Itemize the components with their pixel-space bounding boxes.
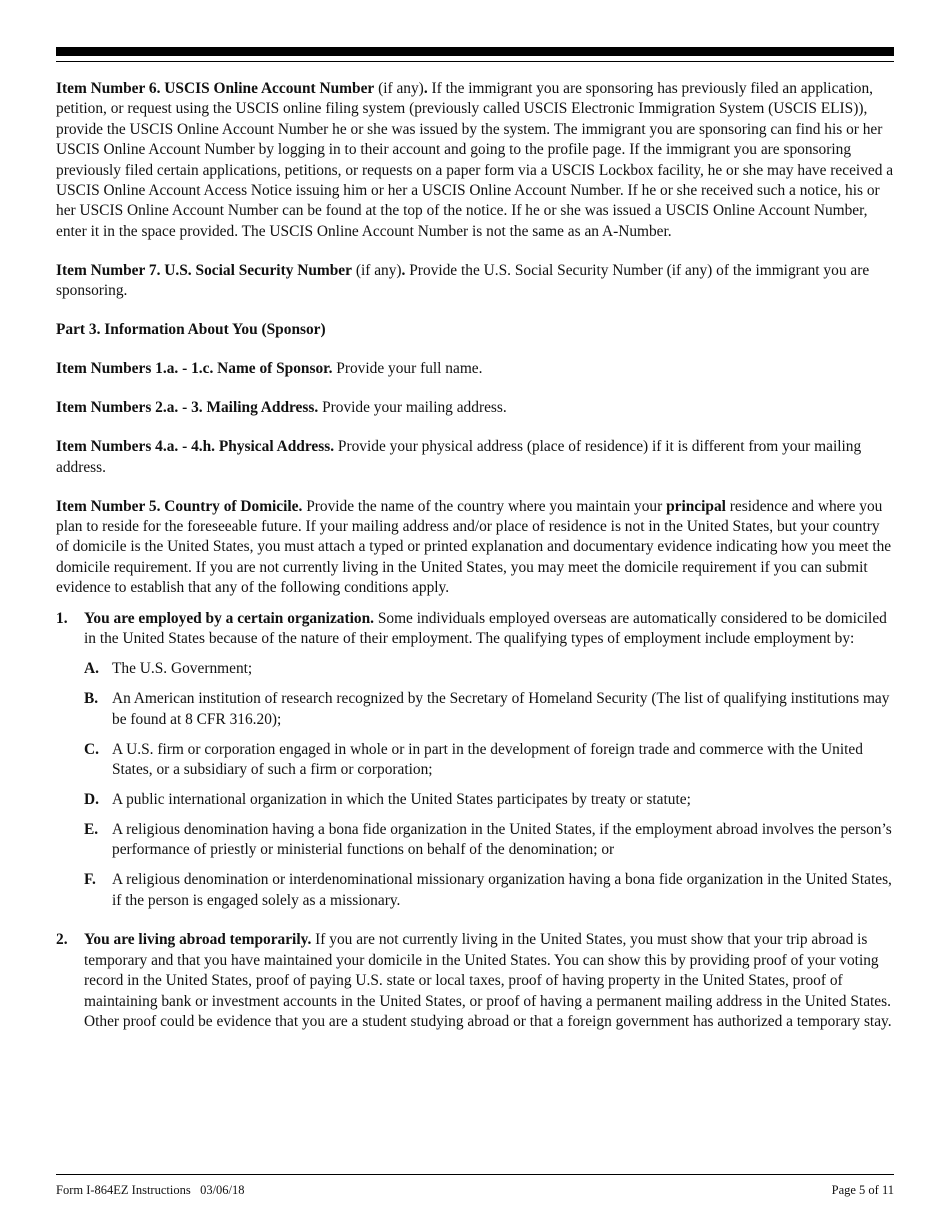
employment-type-letter: B.: [84, 690, 99, 708]
item-7-heading: Item Number 7. U.S. Social Security Number: [56, 261, 352, 279]
employment-type-letter: A.: [84, 660, 99, 678]
item-5-body-pre: Provide the name of the country where you maintain your: [302, 497, 667, 515]
employment-type-letter: E.: [84, 820, 99, 838]
item-6-heading: Item Number 6. USCIS Online Account Number: [56, 80, 375, 97]
employment-type-item: [84, 740, 894, 781]
employment-type-item: [84, 790, 894, 810]
condition-item: [56, 609, 894, 921]
condition-body: [84, 930, 894, 1032]
items-4-heading: Item Numbers 4.a. - 4.h. Physical Address.: [56, 438, 335, 456]
condition-number: 1.: [56, 609, 68, 627]
footer-page-number: Page 5 of 11: [831, 1183, 894, 1197]
item-7-paren: (if any): [351, 261, 402, 279]
items-4-paragraph: [56, 437, 894, 478]
employment-type-item: [84, 820, 894, 861]
item-7-body: Provide the U.S. Social Security Number (if any) of the immigrant you are sponsoring.: [56, 261, 870, 300]
employment-type-item: [84, 659, 894, 679]
employment-type-text: The U.S. Government;: [112, 660, 253, 678]
employment-type-list: [84, 659, 894, 911]
item-6-body: If the immigrant you are sponsoring has previously filed an application, petition, or request using the USCIS online filing system (previously called USCIS Electronic Immigration System (USCIS ELIS)), provide the USCIS Online Account Number he or she was issued by the system. The immigrant you are sponsoring can find his or her USCIS Online Account Number by logging in to their account and going to the profile page. If the immigrant you are sponsoring previously filed certain applications, petitions, or requests on a paper form via a USCIS Lockbox facility, he or she may have received a USCIS Online Account Access Notice issuing him or her a USCIS Online Account Number. If he or she received such a notice, his or her USCIS Online Account Number can be found at the top of the notice. If he or she was issued a USCIS Online Account Number, enter it in the space provided. The USCIS Online Account Number is not the same as an A-Number.: [56, 80, 894, 240]
condition-text: [84, 609, 894, 650]
items-2-heading: Item Numbers 2.a. - 3. Mailing Address.: [56, 399, 319, 417]
condition-description: If you are not currently living in the United States, you must show that your trip abroad is temporary and that you have maintained your domicile in the United States. You can show this by providing proof of your voting record in the United States, proof of paying U.S. state or local taxes, proof of having property in the United States, proof of maintaining bank or investment accounts in the United States, or proof of having a permanent mailing address in the United States. Other proof could be evidence that you are a student studying abroad or that a foreign government has authorized a temporary stay.: [84, 931, 892, 1030]
employment-type-item: [84, 870, 894, 911]
item-5-paragraph: [56, 497, 894, 599]
items-2-paragraph: [56, 398, 894, 418]
condition-heading: You are living abroad temporarily.: [84, 931, 312, 949]
employment-type-letter: C.: [84, 740, 99, 758]
footer-form-id: Form I-864EZ Instructions 03/06/18: [56, 1183, 245, 1197]
items-1-paragraph: [56, 359, 894, 379]
header-thick-rule: [56, 47, 894, 56]
items-2-body: Provide your mailing address.: [318, 399, 507, 417]
employment-type-text: A religious denomination or interdenominational missionary organization having a bona fide organization in the United States, if the person is engaged solely as a missionary.: [112, 871, 892, 909]
condition-number: 2.: [56, 931, 68, 949]
item-7-paragraph: [56, 261, 894, 302]
footer-rule: [56, 1174, 894, 1175]
condition-item: [56, 930, 894, 1032]
item-6-sep: .: [423, 80, 432, 97]
employment-type-item: [84, 689, 894, 730]
item-5-body-post: residence and where you plan to reside for the foreseeable future. If your mailing address and/or place of residence is not in the United States, but your country of domicile is the United States, you must attach a typed or printed explanation and documentary evidence indicating how you meet the domicile requirement. If you are not currently living in the United States, you may meet the domicile requirement if you can submit evidence to establish that any of the following conditions apply.: [56, 497, 892, 597]
condition-body: [84, 609, 894, 921]
item-6-paragraph: [56, 79, 894, 242]
employment-type-text: A public international organization in which the United States participates by treaty or statute;: [112, 790, 691, 808]
condition-text: [84, 930, 894, 1032]
item-5-heading: Item Number 5. Country of Domicile.: [56, 497, 303, 515]
employment-type-text: An American institution of research recognized by the Secretary of Homeland Security (The list of qualifying institutions may be found at 8 CFR 316.20);: [112, 690, 890, 728]
condition-description: Some individuals employed overseas are automatically considered to be domiciled in the United States because of the nature of their employment. The qualifying types of employment include employment by:: [84, 609, 887, 648]
part-3-heading-paragraph: [56, 320, 894, 340]
item-5-body-bold: principal: [666, 497, 726, 515]
items-1-body: Provide your full name.: [332, 360, 483, 378]
item-6-paren: (if any): [374, 80, 424, 97]
employment-type-text: A U.S. firm or corporation engaged in whole or in part in the development of foreign trade and commerce with the United States, or a subsidiary of such a firm or corporation;: [112, 740, 863, 778]
condition-heading: You are employed by a certain organization.: [84, 609, 374, 627]
items-4-body: Provide your physical address (place of residence) if it is different from your mailing address.: [56, 438, 862, 476]
items-1-heading: Item Numbers 1.a. - 1.c. Name of Sponsor.: [56, 360, 333, 378]
item-7-sep: .: [401, 261, 410, 279]
header-thin-rule: [56, 61, 894, 62]
employment-type-letter: F.: [84, 871, 96, 889]
employment-type-letter: D.: [84, 790, 99, 808]
part-3-heading: Part 3. Information About You (Sponsor): [56, 321, 326, 339]
employment-type-text: A religious denomination having a bona fide organization in the United States, if the employment abroad involves the person’s performance of priestly or ministerial functions on behalf of the denomination; or: [112, 820, 892, 859]
page-content: [56, 79, 894, 1042]
